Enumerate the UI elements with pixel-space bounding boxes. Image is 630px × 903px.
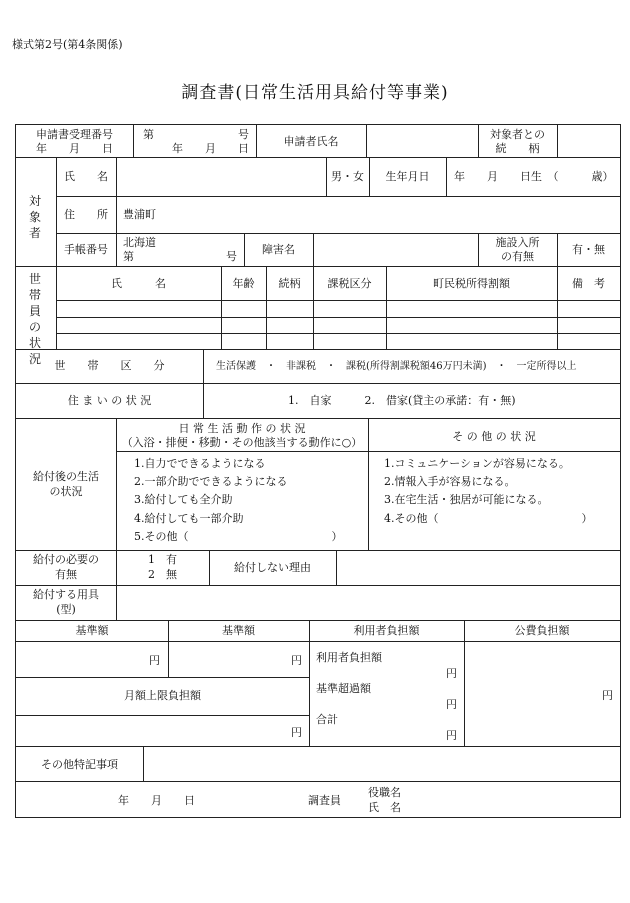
address-value[interactable]: 豊浦町 bbox=[123, 208, 156, 221]
household-section-label: 世帯員の状況 bbox=[28, 272, 41, 366]
cost-col-user-burden: 利用者負担額 bbox=[353, 624, 420, 637]
cost-col-standard: 基準額 bbox=[75, 624, 109, 637]
other-notes-label: その他特記事項 bbox=[41, 758, 118, 771]
necessity-option-no[interactable]: 2 無 bbox=[148, 568, 177, 581]
equipment-label-2: (型) bbox=[56, 603, 76, 616]
receipt-go: 号 bbox=[238, 128, 249, 141]
col-relation: 続柄 bbox=[278, 277, 301, 290]
notebook-go: 号 bbox=[226, 250, 237, 263]
necessity-label-2: 有無 bbox=[55, 568, 77, 581]
adl-item[interactable]: 2.一部介助でできるようになる bbox=[134, 475, 288, 488]
other-status-item[interactable]: 4.その他（ ） bbox=[384, 512, 593, 525]
cost-col-public-burden: 公費負担額 bbox=[514, 624, 570, 637]
facility-label: 施設入所 bbox=[495, 236, 540, 249]
household-class-label: 世 帯 区 分 bbox=[54, 359, 165, 372]
adl-header: 日 常 生 活 動 作 の 状 況 bbox=[178, 422, 306, 435]
page-title: 調査書(日常生活用具給付等事業) bbox=[181, 83, 449, 103]
investigator-label: 調査員 bbox=[308, 794, 341, 807]
adl-subheader: （入浴・排便・移動・その他該当する動作に○） bbox=[121, 436, 363, 449]
yen-unit: 円 bbox=[602, 689, 613, 702]
over-standard-label: 基準超過額 bbox=[316, 682, 371, 695]
cost-col-standard-2: 基準額 bbox=[222, 624, 255, 637]
address-label: 住 所 bbox=[64, 208, 108, 221]
notebook-dai: 第 bbox=[123, 250, 134, 263]
form-number: 様式第2号(第4条関係) bbox=[12, 38, 123, 51]
subject-name-label: 氏 名 bbox=[64, 170, 108, 183]
col-tax: 課税区分 bbox=[327, 277, 372, 290]
monthly-cap-label: 月額上限負担額 bbox=[124, 689, 201, 702]
investigator-name-label: 氏 名 bbox=[368, 801, 401, 814]
relation-label-2: 続 柄 bbox=[495, 142, 540, 155]
col-remarks: 備 考 bbox=[572, 277, 605, 290]
survey-form bbox=[15, 124, 621, 818]
other-status-item[interactable]: 3.在宅生活・独居が可能になる。 bbox=[384, 493, 549, 506]
receipt-number-label: 申請書受理番号 bbox=[36, 128, 113, 141]
no-supply-reason-label: 給付しない理由 bbox=[234, 561, 311, 574]
adl-item[interactable]: 5.その他（ ） bbox=[134, 530, 343, 543]
notebook-prefecture: 北海道 bbox=[123, 236, 156, 249]
col-name: 氏 名 bbox=[111, 277, 166, 290]
adl-item[interactable]: 4.給付しても一部介助 bbox=[134, 512, 244, 525]
housing-label: 住 ま い の 状 況 bbox=[67, 394, 152, 407]
after-supply-label-2: の状況 bbox=[49, 485, 83, 498]
yen-unit: 円 bbox=[446, 698, 457, 711]
housing-value[interactable]: 1. 自家 2. 借家(貸主の承諾：有・無) bbox=[288, 394, 516, 407]
necessity-label: 給付の必要の bbox=[33, 553, 99, 566]
sex-field[interactable]: 男・女 bbox=[331, 170, 364, 183]
user-burden-label: 利用者負担額 bbox=[316, 651, 382, 664]
other-status-header: そ の 他 の 状 況 bbox=[452, 430, 536, 443]
dob-label: 生年月日 bbox=[385, 170, 430, 183]
facility-label-2: の有無 bbox=[501, 250, 534, 263]
receipt-date: 年 月 日 bbox=[36, 142, 113, 155]
total-label: 合計 bbox=[316, 713, 338, 726]
disability-label: 障害名 bbox=[262, 243, 295, 256]
receipt-date-2: 年 月 日 bbox=[172, 142, 249, 155]
receipt-dai: 第 bbox=[143, 128, 154, 141]
relation-label: 対象者との bbox=[490, 128, 545, 141]
footer-date[interactable]: 年 月 日 bbox=[118, 794, 195, 807]
yen-unit: 円 bbox=[446, 729, 457, 742]
adl-item[interactable]: 1.自力でできるようになる bbox=[134, 457, 266, 470]
household-class-value[interactable]: 生活保護 ・ 非課税 ・ 課税(所得割課税額46万円未満) ・ 一定所得以上 bbox=[216, 361, 577, 372]
yen-unit: 円 bbox=[446, 667, 457, 680]
other-status-item[interactable]: 2.情報入手が容易になる。 bbox=[384, 475, 516, 488]
necessity-option-yes[interactable]: 1 有 bbox=[148, 553, 177, 566]
yen-unit: 円 bbox=[291, 654, 302, 667]
col-income-tax: 町民税所得割額 bbox=[433, 277, 510, 290]
col-age: 年齢 bbox=[232, 277, 255, 290]
facility-value[interactable]: 有・無 bbox=[572, 243, 605, 256]
position-label: 役職名 bbox=[368, 786, 401, 799]
after-supply-label: 給付後の生活 bbox=[33, 470, 99, 483]
yen-unit: 円 bbox=[291, 726, 302, 739]
dob-value[interactable]: 年 月 日生 （ 歳） bbox=[454, 170, 614, 183]
equipment-label: 給付する用具 bbox=[33, 588, 99, 601]
other-status-item[interactable]: 1.コミュニケーションが容易になる。 bbox=[384, 457, 570, 470]
adl-item[interactable]: 3.給付しても全介助 bbox=[134, 493, 233, 506]
subject-section-label: 対象者 bbox=[28, 194, 41, 240]
applicant-name-label: 申請者氏名 bbox=[283, 135, 339, 148]
yen-unit: 円 bbox=[149, 654, 160, 667]
notebook-label: 手帳番号 bbox=[64, 243, 108, 256]
